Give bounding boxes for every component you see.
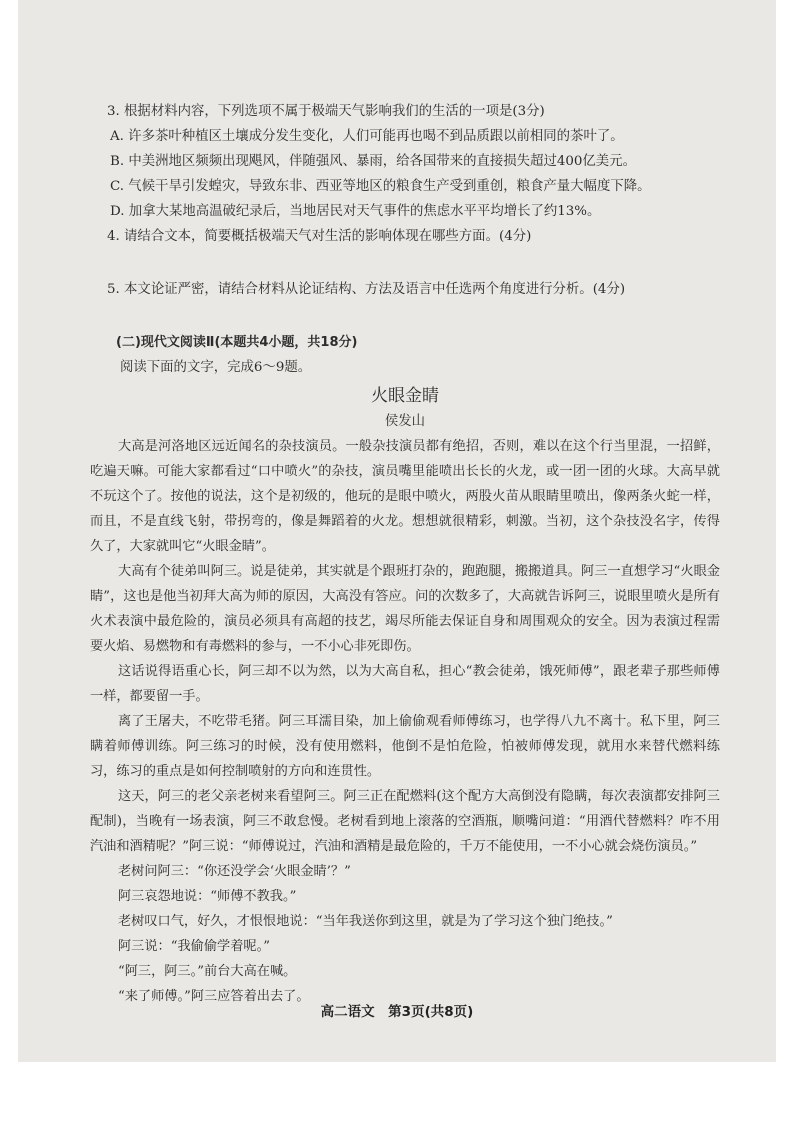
question-3-option-c: C. 气候干旱引发蝗灾，导致东非、西亚等地区的粮食生产受到重创，粮食产量大幅度下降。 bbox=[110, 179, 651, 194]
answer-space-4 bbox=[90, 249, 720, 277]
article-author: 侯发山 bbox=[384, 414, 426, 429]
article-paragraph: 这天，阿三的老父亲老树来看望阿三。阿三正在配燃料(这个配方大高倒没有隐瞒，每次表演都安排阿三配制)，当晚有一场表演，阿三不敢怠慢。老树看到地上滚落的空酒瓶，顺嘴问道：“用酒代替燃料？咋不用汽油和酒精呢？”阿三说：“师傅说过，汽油和酒精是最危险的，千万不能使用，一不小心就会烧伤演员。” bbox=[90, 789, 720, 854]
section-instruction: 阅读下面的文字，完成6～9题。 bbox=[120, 360, 312, 375]
page-footer: 高二语文 第3页(共8页) bbox=[320, 1004, 474, 1020]
article-paragraph: 这话说得语重心长，阿三却不以为然，以为大高自私，担心“教会徒弟，饿死师傅”，跟老辈子那些师傅一样，都要留一手。 bbox=[90, 664, 720, 704]
article-paragraph: 离了王屠夫，不吃带毛猪。阿三耳濡目染，加上偷偷观看师傅练习，也学得八九不离十。私下里，阿三瞒着师傅训练。阿三练习的时候，没有使用燃料，他倒不是怕危险，怕被师傅发现，就用水来替代燃料练习，练习的重点是如何控制喷射的方向和连贯性。 bbox=[90, 714, 720, 779]
question-4: 4. 请结合文本，简要概括极端天气对生活的影响体现在哪些方面。(4分) bbox=[107, 229, 532, 244]
answer-space-5 bbox=[90, 302, 720, 318]
article-body bbox=[90, 434, 720, 1009]
article-paragraph: 大高有个徒弟叫阿三。说是徒弟，其实就是个跟班打杂的，跑跑腿，搬搬道具。阿三一直想学习“火眼金睛”，这也是他当初拜大高为师的原因，大高没有答应。问的次数多了，大高就告诉阿三，说眼里喷火是所有火术表演中最危险的，演员必须具有高超的技艺，竭尽所能去保证自身和周围观众的安全。因为表演过程需要火焰、易燃物和有毒燃料的参与，一不小心非死即伤。 bbox=[90, 564, 720, 654]
article-paragraph: 老树问阿三：“你还没学会‘火眼金睛’？” bbox=[118, 864, 351, 879]
question-3-stem: 3. 根据材料内容，下列选项不属于极端天气影响我们的生活的一项是(3分) bbox=[107, 104, 545, 119]
article-paragraph: “来了师傅。”阿三应答着出去了。 bbox=[118, 989, 310, 1004]
exam-page bbox=[18, 0, 776, 1062]
article-paragraph: 老树叹口气，好久，才恨恨地说：“当年我送你到这里，就是为了学习这个独门绝技。” bbox=[118, 914, 613, 929]
section-heading: (二)现代文阅读Ⅱ(本题共4小题，共18分) bbox=[116, 335, 358, 350]
article-title: 火眼金睛 bbox=[371, 386, 439, 406]
article-paragraph: 大高是河洛地区远近闻名的杂技演员。一般杂技演员都有绝招，否则，难以在这个行当里混，一招鲜，吃遍天嘛。可能大家都看过“口中喷火”的杂技，演员嘴里能喷出长长的火龙，或一团一团的火球。大高早就不玩这个了。按他的说法，这个是初级的，他玩的是眼中喷火，两股火苗从眼睛里喷出，像两条火蛇一样，而且，不是直线飞射，带拐弯的，像是舞蹈着的火龙。想想就很精彩，刺激。当初，这个杂技没名字，传得久了，大家就叫它“火眼金睛”。 bbox=[90, 439, 720, 554]
question-3-option-a: A. 许多茶叶种植区土壤成分发生变化，人们可能再也喝不到品质跟以前相同的茶叶了。 bbox=[110, 129, 624, 144]
question-3-option-d: D. 加拿大某地高温破纪录后，当地居民对天气事件的焦虑水平平均增长了约13%。 bbox=[110, 204, 601, 219]
article-paragraph: 阿三哀怨地说：“师傅不教我。” bbox=[118, 889, 297, 904]
page-content bbox=[90, 99, 720, 1009]
question-5: 5. 本文论证严密，请结合材料从论证结构、方法及语言中任选两个角度进行分析。(4分) bbox=[107, 282, 626, 297]
question-3-option-b: B. 中美洲地区频频出现飓风，伴随强风、暴雨，给各国带来的直接损失超过400亿美元。 bbox=[110, 154, 636, 169]
article-paragraph: 阿三说：“我偷偷学着呢。” bbox=[118, 939, 270, 954]
article-paragraph: “阿三，阿三。”前台大高在喊。 bbox=[118, 964, 297, 979]
question-3 bbox=[90, 99, 720, 224]
